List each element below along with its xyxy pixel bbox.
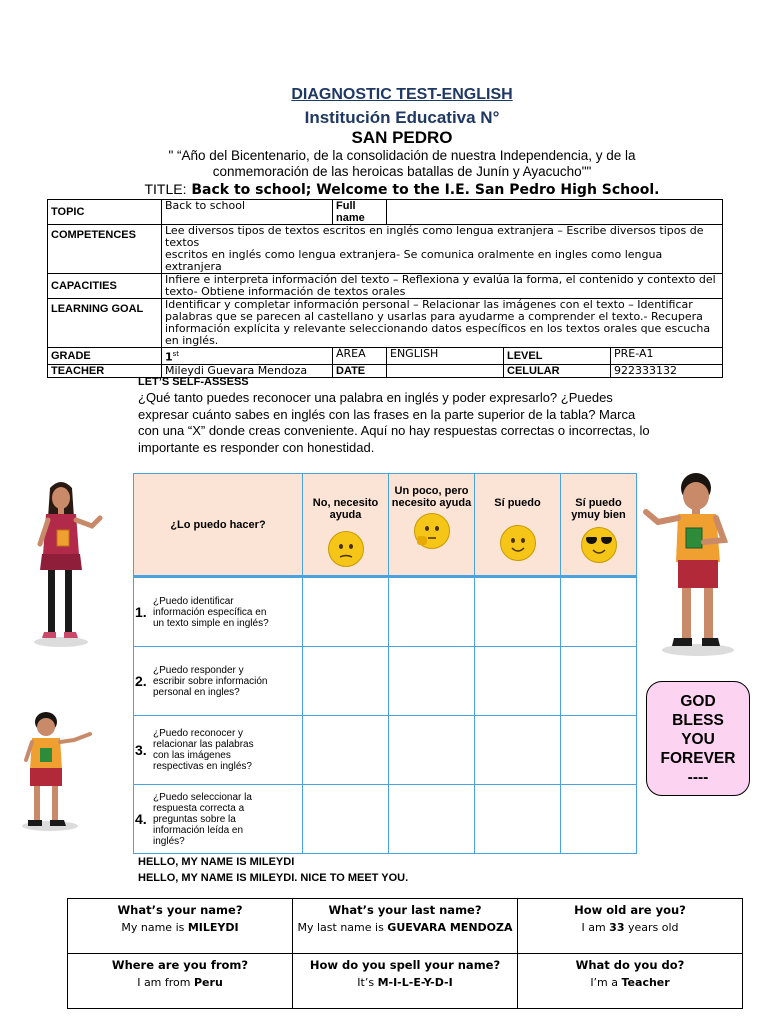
qa-cell [68,954,293,1009]
title-label: TITLE: [144,181,187,197]
row-number: 3. [135,741,147,758]
qa-answer: I am 33 years old [581,921,679,934]
mark-cell[interactable] [389,577,475,647]
col-can-header [475,474,561,577]
mark-cell[interactable] [389,647,475,716]
personal-info-table [67,898,743,1009]
god-bless-line: FOREVER [660,750,736,767]
grade-value [162,348,333,365]
fullname-field[interactable] [387,200,723,225]
col-can-label: Sí puedo [494,497,541,509]
title-text: Back to school; Welcome to the I.E. San Pedro High School. [191,182,660,198]
mark-cell[interactable] [561,785,637,854]
row-number: 2. [135,672,147,689]
level-value: PRE-A1 [611,348,723,365]
col-very-well-header [561,474,637,577]
mark-cell[interactable] [303,716,389,785]
area-value: ENGLISH [387,348,504,365]
competences-value: Lee diversos tipos de textos escritos en inglés como lengua extranjera – Escribe diversos tipos de textos escritos en inglés como lengua extranjera- Se comunica oralmente en ingles como lengua extranjera [162,225,723,274]
row-number: 1. [135,603,147,620]
topic-label: TOPIC [48,200,162,225]
mark-cell[interactable] [389,716,475,785]
level-label: LEVEL [504,348,611,365]
qa-cell [518,954,743,1009]
learning-goal-value: Identificar y completar información personal – Relacionar las imágenes con el texto – Identificar palabras que se parecen al castellano y usarlas para ayudarme a comprender el texto.- Recupera información explícita y relevante seleccionando datos específicos en los textos orales que escucha en inglés. [162,299,723,348]
area-label: ÁREA [333,348,387,365]
mark-cell[interactable] [389,785,475,854]
capacities-label: CAPACITIES [48,274,162,299]
qa-question: How old are you? [574,903,686,917]
mark-cell[interactable] [303,647,389,716]
teacher-value: Mileydi Guevara Mendoza [162,364,333,377]
school-name: SAN PEDRO [351,128,453,147]
col-very-well-label: Sí puedo ymuy bien [571,497,626,521]
grade-number: 1 [165,350,173,364]
info-table [47,199,723,378]
learning-goal-label: LEARNING GOAL [48,299,162,348]
self-assess-instructions: ¿Qué tanto puedes reconocer una palabra en inglés y poder expresarlo? ¿Puedes expresar cuánto sabes en inglés con las frases en la parte superior de la tabla? Marca con una “X” donde creas conveniente. Aquí no hay respuestas correctas o incorrectas, lo importante es responder con honestidad. [138,390,650,455]
mark-cell[interactable] [561,577,637,647]
fullname-label: Full name [333,200,387,225]
hello-line-1: HELLO, MY NAME IS MILEYDI [138,856,295,868]
teacher-label: TEACHER [48,364,162,377]
row-question: ¿Puedo reconocer y relacionar las palabras con las imágenes respectivas en inglés? [153,728,254,772]
institution-name: Institución Educativa N° [304,108,500,127]
qa-answer: I’m a Teacher [590,976,670,989]
qa-answer: My name is MILEYDI [121,921,239,934]
qa-answer: I am from Peru [137,976,223,989]
row-question: ¿Puedo responder y escribir sobre información personal en ingles? [153,664,268,698]
date-field[interactable] [387,364,504,377]
col-need-help-label: No, necesito ayuda [312,497,379,521]
god-bless-line: GOD [680,693,716,710]
self-assess-title: LET’S SELF-ASSESS [138,376,249,388]
qa-question: What’s your last name? [328,903,482,917]
girl-pointing-figure [28,478,108,650]
lesson-title [0,181,768,198]
qa-cell [293,954,518,1009]
col-question-header: ¿Lo puedo hacer? [134,474,303,577]
col-little-header [389,474,475,577]
date-label: DATE [333,364,387,377]
question-row-2 [134,647,303,716]
qa-question: How do you spell your name? [309,958,501,972]
question-row-4 [134,785,303,854]
row-question: ¿Puedo identificar información específica en un texto simple en inglés? [153,595,269,629]
mark-cell[interactable] [475,785,561,854]
god-bless-box [646,681,750,796]
row-number: 4. [135,810,147,827]
mark-cell[interactable] [475,577,561,647]
qa-question: What do you do? [575,958,685,972]
hello-line-2: HELLO, MY NAME IS MILEYDI. NICE TO MEET YOU. [138,872,409,884]
topic-value: Back to school [162,200,333,225]
col-need-help-header [303,474,389,577]
confused-face-icon [328,531,364,567]
qa-question: What’s your name? [117,903,243,917]
question-row-1 [134,577,303,647]
mark-cell[interactable] [303,785,389,854]
mark-cell[interactable] [475,716,561,785]
qa-cell [518,899,743,954]
self-assess-table [133,473,637,854]
qa-cell [293,899,518,954]
grade-suffix: st [172,350,180,358]
year-motto: " “Año del Bicentenario, de la consolidación de nuestra Independencia, y de la conmemoración de las heroicas batallas de Junín y Ayacucho"" [168,148,636,179]
god-bless-line: BLESS [672,712,724,729]
celular-label: CELULAR [504,364,611,377]
god-bless-line: ---- [687,769,709,786]
question-row-3 [134,716,303,785]
grade-label: GRADE [48,348,162,365]
qa-question: Where are you from? [111,958,249,972]
row-question: ¿Puedo seleccionar la respuesta correcta a preguntas sobre la información leída en inglés? [153,791,252,847]
small-boy-with-book-figure [16,710,98,834]
qa-answer: My last name is GUEVARA MENDOZA [297,921,513,934]
mark-cell[interactable] [303,577,389,647]
sunglasses-face-icon [581,527,617,563]
competences-label: COMPETENCES [48,225,162,274]
thinking-face-icon [414,513,450,549]
celular-value: 922333132 [611,364,723,377]
god-bless-line: YOU [681,731,715,748]
col-little-label: Un poco, pero necesito ayuda [391,485,472,509]
capacities-value: Infiere e interpreta información del texto – Reflexiona y evalúa la forma, el contenido y contexto del texto- Obtiene información de textos orales [162,274,723,299]
mark-cell[interactable] [475,647,561,716]
boy-with-book-figure [638,470,738,660]
mark-cell[interactable] [561,647,637,716]
qa-answer: It’s M-I-L-E-Y-D-I [357,976,453,989]
document-title: DIAGNOSTIC TEST-ENGLISH [291,86,513,103]
smiling-face-icon [500,525,536,561]
qa-cell [68,899,293,954]
mark-cell[interactable] [561,716,637,785]
